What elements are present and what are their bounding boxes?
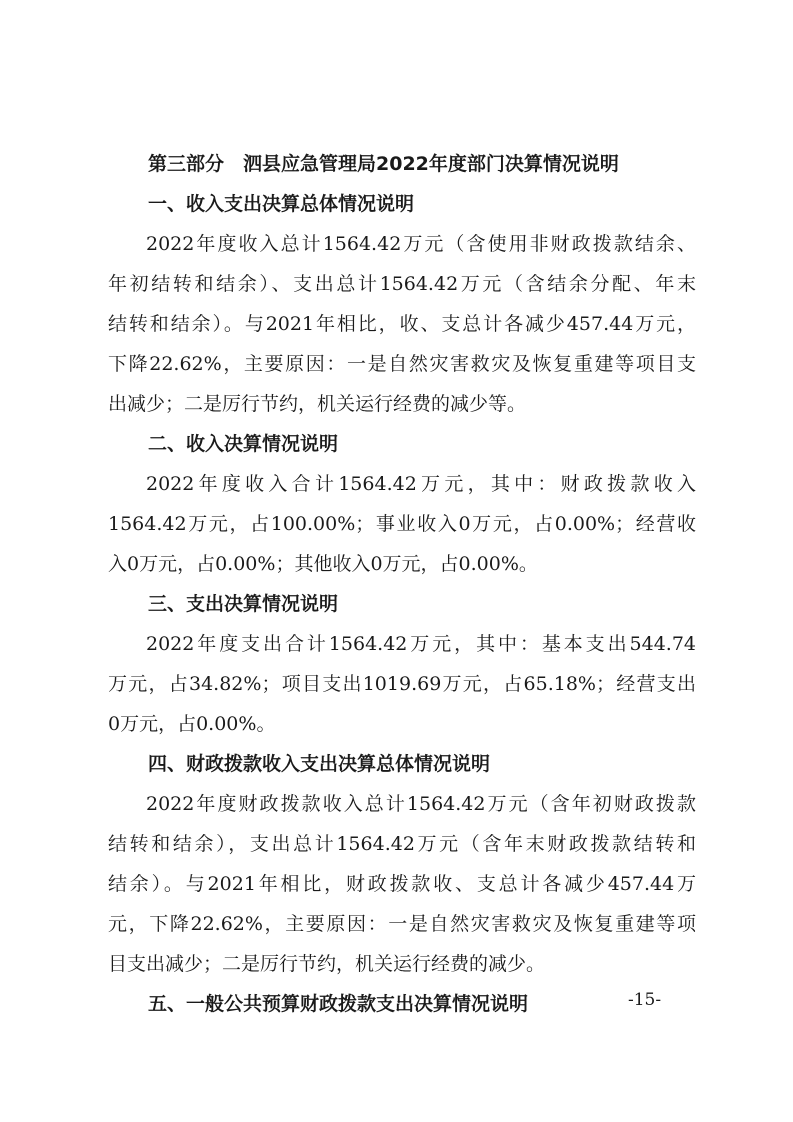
paragraph-line: 结转和结余），支出总计1564.42万元（含年末财政拨款结转和 [108, 833, 696, 855]
section-heading-3: 三、支出决算情况说明 [148, 593, 339, 615]
section-paragraph-1 [108, 224, 696, 424]
paragraph-line: 年初结转和结余）、支出总计1564.42万元（含结余分配、年末 [108, 273, 696, 295]
section-heading-2: 二、收入决算情况说明 [148, 433, 339, 455]
page-number: -15- [628, 990, 662, 1010]
section-paragraph-2 [108, 464, 696, 584]
document-body [108, 144, 696, 1024]
section-paragraph-3 [108, 624, 696, 744]
paragraph-line: 结转和结余）。与2021年相比，收、支总计各减少457.44万元， [108, 313, 696, 335]
paragraph-line: 1564.42万元，占100.00%；事业收入0万元，占0.00%；经营收 [108, 513, 696, 535]
paragraph-line: 目支出减少；二是厉行节约，机关运行经费的减少。 [108, 953, 546, 975]
paragraph-line: 下降22.62%，主要原因：一是自然灾害救灾及恢复重建等项目支 [108, 353, 696, 375]
document-title: 第三部分 泗县应急管理局2022年度部门决算情况说明 [148, 153, 619, 175]
paragraph-line: 2022年度支出合计1564.42万元，其中：基本支出544.74 [146, 633, 696, 655]
section-paragraph-4 [108, 784, 696, 984]
paragraph-line: 0万元，占0.00%。 [108, 713, 276, 735]
paragraph-line: 2022年度收入合计1564.42万元，其中：财政拨款收入 [146, 473, 696, 495]
paragraph-line: 入0万元，占0.00%；其他收入0万元，占0.00%。 [108, 553, 538, 575]
section-heading-1: 一、收入支出决算总体情况说明 [148, 193, 415, 215]
section-heading-4: 四、财政拨款收入支出决算总体情况说明 [148, 753, 491, 775]
paragraph-line: 万元，占34.82%；项目支出1019.69万元，占65.18%；经营支出 [108, 673, 696, 695]
paragraph-line: 结余）。与2021年相比，财政拨款收、支总计各减少457.44万 [108, 873, 696, 895]
section-heading-5: 五、一般公共预算财政拨款支出决算情况说明 [148, 993, 529, 1015]
paragraph-line: 出减少；二是厉行节约，机关运行经费的减少等。 [108, 393, 527, 415]
paragraph-line: 元，下降22.62%，主要原因：一是自然灾害救灾及恢复重建等项 [108, 913, 696, 935]
paragraph-line: 2022年度收入总计1564.42万元（含使用非财政拨款结余、 [146, 233, 696, 255]
paragraph-line: 2022年度财政拨款收入总计1564.42万元（含年初财政拨款 [146, 793, 696, 815]
